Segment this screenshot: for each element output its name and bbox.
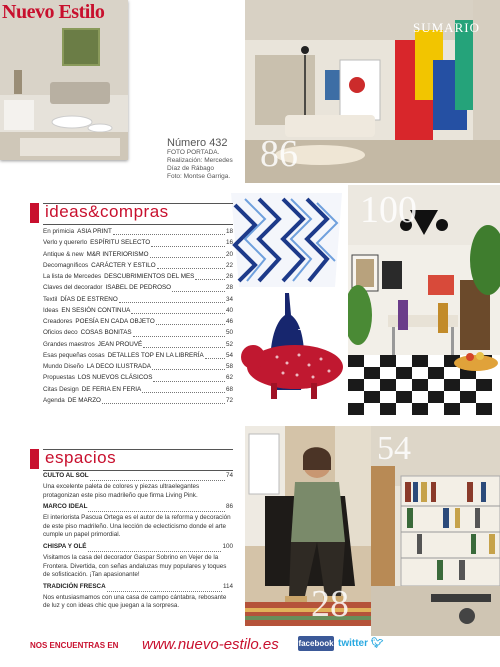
list-item[interactable] <box>43 282 233 293</box>
item-section: Grandes maestros <box>43 340 95 348</box>
ideas-index-list <box>43 226 233 406</box>
item-page: 40 <box>225 306 233 314</box>
item-section: Esas pequeñas cosas <box>43 351 105 359</box>
feature-title: CULTO AL SOL <box>43 472 89 479</box>
feature-title: TRADICIÓN FRESCA <box>43 582 106 590</box>
item-title: EN SESIÓN CONTINUA <box>61 306 131 314</box>
issue-label: Número <box>167 137 207 149</box>
feature-entry[interactable] <box>43 583 233 611</box>
item-page: 72 <box>225 396 233 404</box>
item-page: 58 <box>225 363 233 371</box>
feature-description: Nos entusiasmamos con una casa de campo cántabra, rebosante de luz y con ideas chic que juegan a la sorpresa. <box>43 593 227 610</box>
item-title: ISABEL DE PEDROSO <box>105 284 172 292</box>
photo-designer-portrait <box>245 426 371 626</box>
item-section: Creadores <box>43 318 73 326</box>
page-number-28: 28 <box>311 583 349 625</box>
list-item[interactable] <box>43 384 233 395</box>
item-section: Agenda <box>43 396 65 404</box>
feature-entry[interactable] <box>43 503 233 540</box>
feature-description: El interiorista Pascua Ortega es el autor de la reforma y decoración de este piso madrileño. Una lección de eclecticismo donde el arte cumple un papel primordial. <box>43 514 231 539</box>
list-item[interactable] <box>43 395 233 406</box>
item-section: Mundo Diseño <box>43 363 84 371</box>
issue-number <box>167 137 228 149</box>
item-section: Citas Design <box>43 385 79 393</box>
list-item[interactable] <box>43 361 233 372</box>
item-title: COSAS BONITAS <box>80 329 132 337</box>
list-item[interactable] <box>43 305 233 316</box>
twitter-icon[interactable]: twitter 🐦︎ <box>338 638 384 649</box>
item-section: Antique & new <box>43 250 84 258</box>
item-section: La lista de Mercedes <box>43 273 102 281</box>
list-item[interactable] <box>43 249 233 260</box>
feature-description: Una excelente paleta de colores y piezas ultraelegantes protagonizan este piso madrileño que firma Living Pink. <box>43 483 200 499</box>
item-section: Decomagníficos <box>43 261 89 269</box>
item-page: 34 <box>225 295 233 303</box>
item-page: 22 <box>225 261 233 269</box>
item-page: 62 <box>225 374 233 382</box>
item-section: Textil <box>43 295 58 303</box>
list-item[interactable] <box>43 350 233 361</box>
item-page: 16 <box>225 239 233 247</box>
espacios-title: espacios <box>45 448 117 467</box>
page-number-54: 54 <box>377 430 411 467</box>
feature-page: 100 <box>222 542 233 550</box>
footer-text: NOS ENCUENTRAS EN <box>30 641 119 650</box>
item-section: Oficios deco <box>43 329 78 337</box>
caption-line: FOTO PORTADA. <box>167 149 220 156</box>
cover-photo <box>0 0 128 160</box>
feature-description: Visitamos la casa del decorador Gaspar Sobrino en Vejer de la Frontera. Divertida, con señas andaluzas muy populares y toques de sofisticación. ¡Tan apasionante! <box>43 553 227 579</box>
caption-line: Realización: Mercedes <box>167 157 233 164</box>
photo-library-room <box>371 426 500 636</box>
item-page: 46 <box>225 318 233 326</box>
item-title: DE MARZO <box>67 396 101 404</box>
espacios-list <box>43 472 233 614</box>
section-marker <box>30 449 39 469</box>
item-section: En primicia <box>43 228 75 235</box>
item-page: 52 <box>225 340 233 348</box>
page-number-86: 86 <box>260 133 298 175</box>
item-section: Ideas <box>43 306 59 314</box>
item-title: LOS NUEVOS CLÁSICOS <box>77 374 153 382</box>
list-item[interactable] <box>43 372 233 383</box>
issue-value: 432 <box>209 137 228 149</box>
list-item[interactable] <box>43 226 233 237</box>
list-item[interactable] <box>43 316 233 327</box>
cover-caption <box>167 149 247 181</box>
item-title: POESÍA EN CADA OBJETO <box>75 318 155 326</box>
section-heading-espacios <box>43 449 233 471</box>
photo-colorful-living-room <box>245 0 500 183</box>
feature-title: MARCO IDEAL <box>43 503 88 511</box>
list-item[interactable] <box>43 327 233 338</box>
page-number-16: 16 <box>295 298 331 338</box>
photo-lamp-and-pig <box>225 185 348 420</box>
caption-line: Foto: Montse Garriga. <box>167 173 231 180</box>
footer <box>30 636 490 654</box>
list-item[interactable] <box>43 237 233 248</box>
cover-logo: Nuevo Estilo <box>2 1 105 23</box>
item-title: M&R INTERIORISMO <box>86 250 149 258</box>
section-heading-ideas <box>43 203 233 225</box>
item-title: DESCUBRIMIENTOS DEL MES <box>104 273 195 281</box>
photo-dining-room <box>348 185 500 423</box>
item-title: DE FERIA EN FERIA <box>81 385 142 393</box>
item-section: Verlo y quererlo <box>43 239 88 247</box>
feature-title: CHISPA Y OLÉ <box>43 542 87 550</box>
item-page: 18 <box>225 228 233 235</box>
item-section: Propuestas <box>43 374 75 382</box>
item-title: CARÁCTER Y ESTILO <box>91 261 156 269</box>
item-title: DETALLES TOP EN LA LIBRERÍA <box>107 351 204 359</box>
item-title: LA DECO ILUSTRADA <box>86 363 151 371</box>
magazine-cover-thumbnail <box>0 0 128 160</box>
section-marker <box>30 203 39 223</box>
item-page: 26 <box>225 273 233 281</box>
item-page: 54 <box>225 351 233 359</box>
feature-page: 74 <box>225 472 233 479</box>
item-page: 28 <box>225 284 233 292</box>
item-title: ASIA PRINT <box>77 228 112 235</box>
facebook-icon[interactable]: facebook <box>298 636 334 651</box>
feature-page: 114 <box>222 582 233 590</box>
caption-line: Díaz de Rábago <box>167 165 214 172</box>
list-item[interactable] <box>43 271 233 282</box>
list-item[interactable] <box>43 339 233 350</box>
list-item[interactable] <box>43 294 233 305</box>
item-page: 68 <box>225 385 233 393</box>
ideas-title: ideas&compras <box>45 202 169 221</box>
item-section: Claves del decorador <box>43 284 103 292</box>
item-title: JEAN PROUVÉ <box>97 340 143 348</box>
item-page: 50 <box>225 329 233 337</box>
feature-entry[interactable] <box>43 543 233 580</box>
website-link[interactable]: www.nuevo-estilo.es <box>142 636 279 653</box>
item-page: 20 <box>225 250 233 258</box>
item-title: ESPÍRITU SELECTO <box>90 239 151 247</box>
list-item[interactable] <box>43 260 233 271</box>
twitter-label: twitter <box>338 638 368 649</box>
item-title: DÍAS DE ESTRENO <box>60 295 118 303</box>
sumario-label: SUMARIO <box>413 20 480 35</box>
feature-page: 86 <box>225 503 233 511</box>
page-number-100: 100 <box>360 189 417 231</box>
feature-entry[interactable] <box>43 472 233 500</box>
